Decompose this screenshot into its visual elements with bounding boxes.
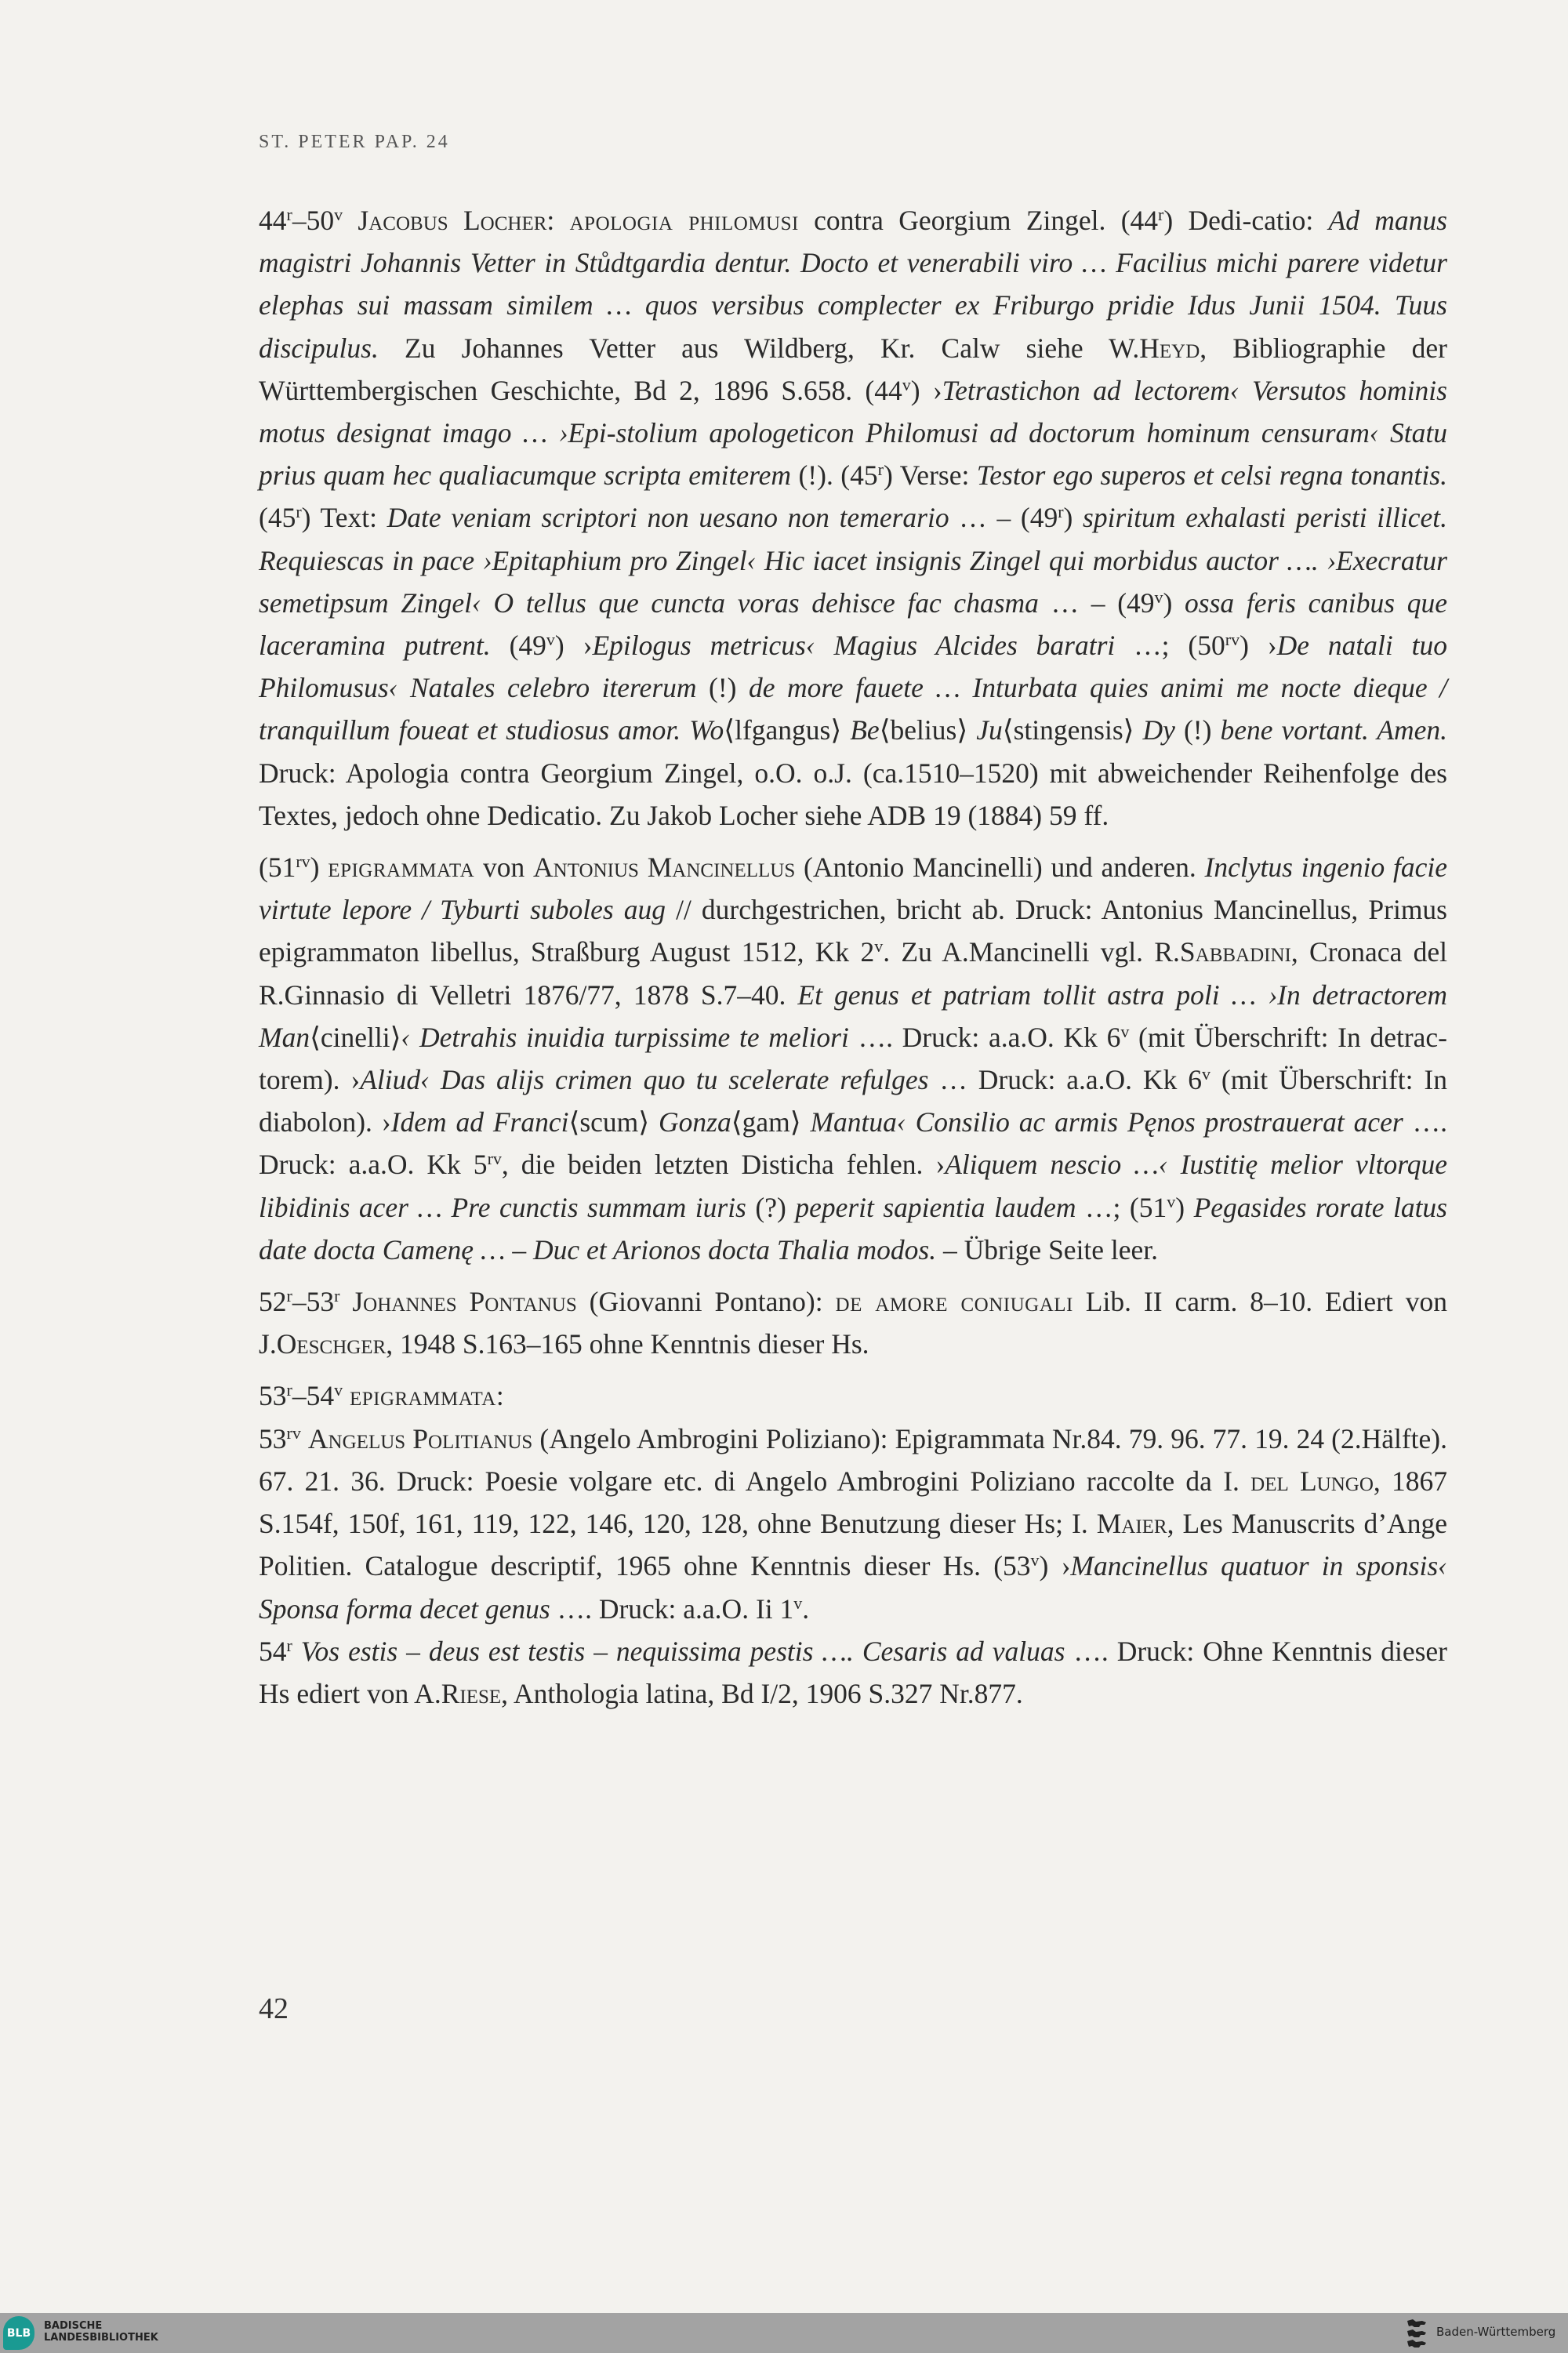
entry-pontanus: 52$^r$–53$^r$ Johannes Pontanus (Giovanni Pontano): de amore coniugali Lib. II carm. 8–10. Ediert von J.Oeschger, 1948 S.163–165 ohne Kenntnis dieser Hs. [259,1285,1447,1360]
running-head: ST. PETER PAP. 24 [259,132,450,152]
baden-wuerttemberg-label[interactable]: Baden-Württemberg [1436,2325,1556,2339]
blb-library-name[interactable]: BADISCHE LANDESBIBLIOTHEK [44,2320,158,2344]
work-title: epigrammata [349,1380,496,1412]
footer-bar [0,2313,1568,2353]
blb-logo-icon[interactable]: BLB [3,2316,34,2350]
author-name: Angelus Politianus [307,1422,533,1454]
author-name: Johannes Pontanus [352,1286,577,1318]
work-title: apologia philomusi [569,205,799,236]
work-title: epigrammata [328,852,475,884]
catalogue-text [259,199,1447,1715]
folio: 44$^r$–50$^v$ [259,204,343,236]
entry-mancinellus: $(51^{rv})$ epigrammata von Antonius Mancinellus (Antonio Mancinelli) und anderen. Inclytus ingenio facie virtute lepore / Tyburti suboles aug // durchgestrichen, bricht ab. Druck: Antonius Mancinellus, Primus epigrammaton libellus, Straßburg August 1512, Kk 2$^v$. Zu A.Mancinelli vgl. R.Sabbadini, Cronaca del R.Ginnasio di Velletri 1876/77, 1878 S.7–40. Et genus et patriam tollit astra poli … ›In detractorem Man⟨cinelli⟩‹ Detrahis inuidia turpissime te meliori …. Druck: a.a.O. Kk 6$^v$ (mit Überschrift: In detrac-torem). ›Aliud‹ Das alijs crimen quo tu scelerate refulges … Druck: a.a.O. Kk 6$^v$ (mit Überschrift: In diabolon). ›Idem ad Franci⟨scum⟩ Gonza⟨gam⟩ Mantua‹ Consilio ac armis Pęnos prostrauerat acer …. Druck: a.a.O. Kk $5^{rv}$, die beiden letzten Disticha fehlen. ›Aliquem nescio …‹ Iustitię melior vltorque libidinis acer … Pre cunctis summam iuris (?) peperit sapientia laudem …; (51$^v$) Pegasides rorate latus date docta Camenę … – Duc et Arionos docta Thalia modos. – Übrige Seite leer. [259,851,1448,1265]
entry-54r: 54$^r$ Vos estis – deus est testis – nequissima pestis …. Cesaris ad valuas …. Druck: Ohne Kenntnis dieser Hs ediert von A.Riese, Anthologia latina, Bd I/2, 1906 S.327 Nr.877. [259,1635,1447,1709]
entry-politianus: $53^{rv}$ Angelus Politianus (Angelo Ambrogini Poliziano): Epigrammata Nr.84. 79. 96. 77. 19. 24 (2.Hälfte). 67. 21. 36. Druck: Poesie volgare etc. di Angelo Ambrogini Poliziano raccolte da I. del Lungo, 1867 S.154f, 150f, 161, 119, 122, 146, 120, 128, ohne Benutzung dieser Hs; I. Maier, Les Manuscrits d’Ange Politien. Catalogue descriptif, 1965 ohne Kenntnis dieser Hs. (53$^v$) ›Mancinellus quatuor in sponsis‹ Sponsa forma decet genus …. Druck: a.a.O. Ii 1$^v$. [259,1422,1448,1625]
author-name: Jacobus Locher [358,205,547,236]
entry-locher: 44$^r$–50$^v$ Jacobus Locher: apologia philomusi contra Georgium Zingel. (44$^r$) Dedi-catio: Ad manus magistri Johannis Vetter in Stůdtgardia dentur. Docto et venerabili viro … Facilius michi parere videtur elephas sui massam similem … quos versibus complecter ex Friburgo pridie Idus Junii 1504. Tuus discipulus. Zu Johannes Vetter aus Wildberg, Kr. Calw siehe W.Heyd, Bibliographie der Württembergischen Geschichte, Bd 2, 1896 S.658. (44$^v$) ›Tetrastichon ad lectorem‹ Versutos hominis motus designat imago … ›Epi-stolium apologeticon Philomusi ad doctorum hominum censuram‹ Statu prius quam hec qualiacumque scripta emiterem (!). (45$^r$) Verse: Testor ego superos et celsi regna tonantis. (45$^r$) Text: Date veniam scriptori non uesano non temerario … – (49$^r$) spiritum exhalasti peristi illicet. Requiescas in pace ›Epitaphium pro Zingel‹ Hic iacet insignis Zingel qui morbidus auctor …. ›Execratur semetipsum Zingel‹ O tellus que cuncta voras dehisce fac chasma … – (49$^v$) ossa feris canibus que laceramina putrent. (49$^v$) ›Epilogus metricus‹ Magius Alcides baratri …; $(50^{rv})$ ›De natali tuo Philomusus‹ Natales celebro itererum (!) de more fauete … Inturbata quies animi me nocte dieque / tranquillum foueat et studiosus amor. Wo⟨lfgangus⟩ Be⟨belius⟩ Ju⟨stingensis⟩ Dy (!) bene vortant. Amen. Druck: Apologia contra Georgium Zingel, o.O. o.J. (ca.1510–1520) mit abweichender Reihenfolge des Textes, jedoch ohne Dedicatio. Zu Jakob Locher siehe ADB 19 (1884) 59 ff. [259,204,1448,831]
work-title: de amore coniugali [835,1286,1073,1318]
entry-epigrammata-heading: 53$^r$–54$^v$ epigrammata: [259,1380,504,1412]
author-name: Antonius Mancinellus [533,852,796,884]
page-number: 42 [259,1992,289,2025]
baden-wuerttemberg-lions-icon [1405,2318,1428,2349]
